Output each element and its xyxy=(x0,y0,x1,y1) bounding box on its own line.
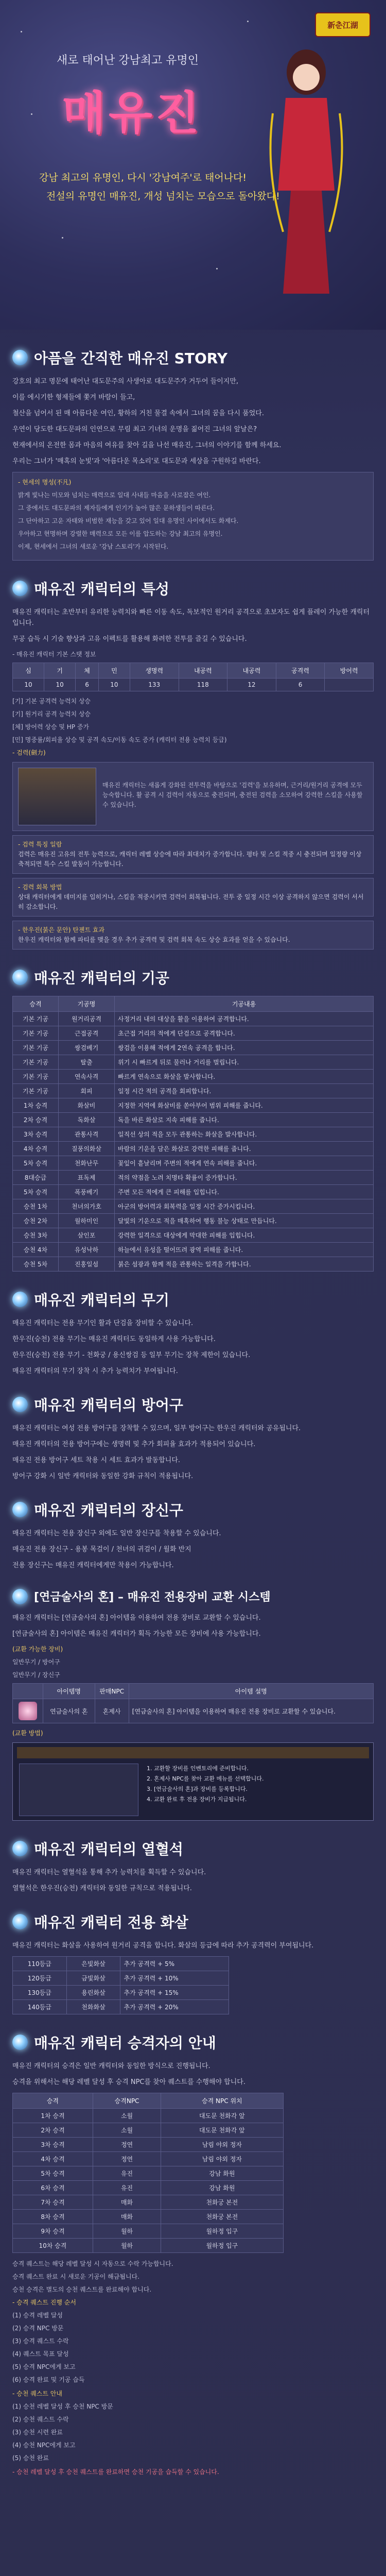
stat-note: [기] 원거리 공격 능력치 상승 xyxy=(12,710,91,718)
stat-table xyxy=(12,663,374,691)
soul-item-icon xyxy=(19,1702,37,1720)
martial-cell: 승천 3차 xyxy=(13,1228,59,1243)
ascension-item: (3) 승천 시련 완료 xyxy=(12,2429,63,2436)
exchange-step: 1. 교환할 장비를 인벤토리에 준비합니다. xyxy=(147,1765,249,1772)
martial-cell: 초근접 거리의 적에게 단검으로 공격합니다. xyxy=(115,1026,374,1041)
stat-header: 기 xyxy=(44,663,76,679)
table-row xyxy=(13,1098,374,1113)
martial-cell: 회피 xyxy=(59,1084,115,1098)
martial-cell: 기본 기공 xyxy=(13,1026,59,1041)
stone-line: 열혈석은 한우진(승천) 캐릭터와 동일한 규칙으로 적용됩니다. xyxy=(12,1885,192,1892)
promotion-list-item: (4) 퀘스트 목표 달성 xyxy=(12,2350,69,2358)
arrow-cell: 용린화살 xyxy=(66,1986,120,2000)
martial-title: 매유진 캐릭터의 기공 xyxy=(34,970,169,987)
story-extra-line: 우아하고 현명하며 강렬한 매력으로 모든 이를 압도하는 강남 최고의 유명인. xyxy=(18,530,223,537)
weapon-line: 매유진 캐릭터는 전용 무기인 활과 단검을 장비할 수 있습니다. xyxy=(12,1319,194,1327)
weapon-title: 매유진 캐릭터의 무기 xyxy=(34,1292,169,1309)
martial-cell: 화살비 xyxy=(59,1098,115,1113)
promotion-notes xyxy=(12,2259,374,2295)
martial-cell: 빠르게 연속으로 화살을 발사합니다. xyxy=(115,1070,374,1084)
accessory-line: 전용 장신구는 매유진 캐릭터에게만 착용이 가능합니다. xyxy=(12,1562,174,1569)
orb-icon xyxy=(12,581,28,596)
skill-screenshot xyxy=(18,768,96,825)
martial-cell: 폭풍베기 xyxy=(59,1185,115,1199)
martial-cell: 아군의 방어력과 회복력을 일정 시간 증가시킵니다. xyxy=(115,1199,374,1214)
promotion-cell: 남림 야외 정자 xyxy=(161,2138,283,2152)
detail-text: 검력은 매유진 고유의 전투 능력으로, 캐릭터 레벨 상승에 따라 최대치가 증가합니다. 평타 및 스킬 적중 시 충전되며 일정량 이상 축적되면 특수 스킬 발동이 가능합니다. xyxy=(18,851,362,868)
detail-block xyxy=(12,921,374,950)
arrow-table xyxy=(12,1956,229,2014)
arrow-cell: 은빛화살 xyxy=(66,1957,120,1971)
hero-tagline-1: 강남 최고의 유명인, 다시 '강남여주'로 태어나다! xyxy=(39,172,247,183)
martial-cell: 8대승급 xyxy=(13,1171,59,1185)
arrow-cell: 110등급 xyxy=(13,1957,67,1971)
table-row xyxy=(13,2000,229,2014)
exchange-cell: 연금술사의 혼 xyxy=(43,1699,95,1723)
story-paragraph: 우연이 당도한 대도문파의 인연으로 무림 최고 기녀의 운명을 짊어진 그녀의 앞날은? xyxy=(12,426,257,433)
orb-icon xyxy=(12,1841,28,1856)
stat-header: 체 xyxy=(76,663,99,679)
armor-line: 매유진 전용 방어구 세트 착용 시 세트 효과가 발동합니다. xyxy=(12,1456,181,1464)
detail-title: - 검력 특징 일람 xyxy=(18,841,62,848)
stat-value: 10 xyxy=(13,679,44,691)
skill-desc: 매유진 캐릭터는 새롭게 강화된 전투력을 바탕으로 '검력'을 보유하며, 근거리/원거리 공격에 모두 능숙합니다. 활 공격 시 검력이 자동으로 충전되며, 충전된 검력을 소모하여 강력한 스킬을 사용할 수 있습니다. xyxy=(102,781,363,808)
accessory-line: 매유진 캐릭터는 전용 장신구 외에도 일반 장신구를 착용할 수 있습니다. xyxy=(12,1530,221,1537)
exchange-window-titlebar xyxy=(17,1747,369,1758)
orb-icon xyxy=(12,1914,28,1929)
martial-table xyxy=(12,996,374,1272)
weapon-heading xyxy=(12,1289,374,1310)
promotion-cell: 소월 xyxy=(93,2109,161,2123)
martial-cell: 기본 기공 xyxy=(13,1041,59,1055)
promotion-cell: 8차 승격 xyxy=(13,2210,93,2224)
martial-cell: 사정거리 내의 대상을 활을 이용하여 공격합니다. xyxy=(115,1012,374,1026)
martial-cell: 천화난무 xyxy=(59,1156,115,1171)
orb-icon xyxy=(12,2035,28,2050)
accessory-title: 매유진 캐릭터의 장신구 xyxy=(34,1502,183,1519)
martial-cell: 쌍검을 이용해 적에게 2연속 공격을 합니다. xyxy=(115,1041,374,1055)
detail-block xyxy=(12,878,374,917)
orb-icon xyxy=(12,970,28,985)
detail-text: 한우진 캐릭터와 함께 파티를 맺을 경우 추가 공격력 및 검력 회복 속도 상승 효과를 얻을 수 있습니다. xyxy=(18,936,290,943)
promotion-cell: 월하정 입구 xyxy=(161,2239,283,2253)
stat-caption: - 매유진 캐릭터 기본 스탯 정보 xyxy=(12,651,96,658)
promotion-intro: 매유진 캐릭터의 승격은 일반 캐릭터와 동일한 방식으로 진행됩니다. xyxy=(12,2062,210,2070)
table-row xyxy=(13,1012,374,1026)
exchange-table xyxy=(12,1683,374,1723)
table-row xyxy=(13,1199,374,1214)
promotion-cell: 남림 야외 정자 xyxy=(161,2152,283,2166)
stat-header: 생명력 xyxy=(130,663,179,679)
promotion-cell: 정연 xyxy=(93,2138,161,2152)
promotion-cell: 매화 xyxy=(93,2210,161,2224)
martial-cell: 기본 기공 xyxy=(13,1070,59,1084)
traits-intro: 매유진 캐릭터는 초반부터 유리한 능력치와 빠른 이동 속도, 독보적인 원거리 공격으로 초보자도 쉽게 플레이 가능한 캐릭터입니다. xyxy=(12,608,370,627)
exchange-intro: [연금술사의 혼] 아이템은 매유진 캐릭터가 획득 가능한 모든 장비에 사용 가능합니다. xyxy=(12,1630,261,1638)
martial-header: 기공내용 xyxy=(115,996,374,1012)
promotion-list-item: (2) 승격 NPC 방문 xyxy=(12,2325,64,2332)
accessory-line: 매유진 전용 장신구 - 용봉 목걸이 / 천녀의 귀걸이 / 월화 반지 xyxy=(12,1546,191,1553)
armor-line: 매유진 캐릭터의 전용 방어구에는 생명력 및 추가 회피율 효과가 적용되어 있습니다. xyxy=(12,1440,256,1448)
exchange-step: 4. 교환 완료 후 전용 장비가 지급됩니다. xyxy=(147,1796,247,1803)
stat-value: 10 xyxy=(44,679,76,691)
stat-header: 공격력 xyxy=(276,663,325,679)
exchange-step: 3. [연금술사의 혼]과 장비를 등록합니다. xyxy=(147,1786,248,1792)
promotion-cell: 강남 화원 xyxy=(161,2166,283,2181)
table-row xyxy=(13,2181,284,2195)
martial-cell: 3차 승격 xyxy=(13,1127,59,1142)
story-extra xyxy=(12,472,374,561)
promotion-cell: 대도문 천화각 앞 xyxy=(161,2123,283,2138)
promotion-cell: 3차 승격 xyxy=(13,2138,93,2152)
martial-cell: 독을 바른 화살로 지속 피해를 줍니다. xyxy=(115,1113,374,1127)
table-row xyxy=(13,1127,374,1142)
table-row xyxy=(13,1699,374,1723)
stone-heading xyxy=(12,1838,374,1859)
martial-cell: 1차 승격 xyxy=(13,1098,59,1113)
stone-title: 매유진 캐릭터의 열혈석 xyxy=(34,1841,183,1858)
table-row xyxy=(13,2138,284,2152)
promotion-cell: 천화궁 본전 xyxy=(161,2195,283,2210)
martial-cell: 주변 모든 적에게 큰 피해를 입힙니다. xyxy=(115,1185,374,1199)
promotion-cell: 월하정 입구 xyxy=(161,2224,283,2239)
martial-cell: 위기 시 빠르게 뒤로 물러나 거리를 벌립니다. xyxy=(115,1055,374,1070)
table-row xyxy=(13,1214,374,1228)
story-extra-line: 밝게 빛나는 미모와 넘치는 매력으로 일대 사내들 마음을 사로잡은 여인. xyxy=(18,492,211,499)
promotion-intro: 승격을 위해서는 해당 레벨 달성 후 승격 NPC를 찾아 퀘스트를 수행해야 합니다. xyxy=(12,2078,245,2086)
exchange-screenshot xyxy=(12,1742,374,1821)
promotion-cell: 9차 승격 xyxy=(13,2224,93,2239)
martial-cell: 꽃잎이 흩날리며 주변의 적에게 연속 피해를 줍니다. xyxy=(115,1156,374,1171)
story-extra-line: 그 단아하고 고운 자태와 비범한 재능을 갖고 있어 일대 유명인 사이에서도 화제다. xyxy=(18,517,239,524)
martial-cell: 일직선 상의 적을 모두 관통하는 화살을 발사합니다. xyxy=(115,1127,374,1142)
exchange-title: [연금술사의 혼] – 매유진 전용장비 교환 시스템 xyxy=(34,1591,271,1604)
exchange-window-list xyxy=(19,1764,138,1816)
stat-value xyxy=(325,679,374,691)
promotion-cell: 소월 xyxy=(93,2123,161,2138)
table-row xyxy=(13,2109,284,2123)
table-row xyxy=(13,1228,374,1243)
table-row xyxy=(13,2210,284,2224)
arrow-cell: 추가 공격력 + 10% xyxy=(120,1971,229,1986)
martial-cell: 살인포 xyxy=(59,1228,115,1243)
table-row xyxy=(13,2166,284,2181)
promotion-cell: 월하 xyxy=(93,2224,161,2239)
promotion-note: 승격 퀘스트 완료 시 새로운 기공이 해금됩니다. xyxy=(12,2273,139,2280)
promotion-cell: 매화 xyxy=(93,2195,161,2210)
table-row xyxy=(13,2123,284,2138)
game-logo: 新춘江湖 xyxy=(315,12,371,37)
table-row xyxy=(13,1070,374,1084)
exchange-guide-line: 일반무기 / 장신구 xyxy=(12,1671,60,1679)
martial-cell: 기본 기공 xyxy=(13,1055,59,1070)
martial-cell: 관통사격 xyxy=(59,1127,115,1142)
martial-cell: 쌍검베기 xyxy=(59,1041,115,1055)
exchange-header: 아이템명 xyxy=(43,1684,95,1699)
arrow-cell: 천화화살 xyxy=(66,2000,120,2014)
ascension-item: (4) 승천 NPC에게 보고 xyxy=(12,2442,76,2449)
table-row xyxy=(13,1055,374,1070)
stat-header: 내공력 xyxy=(179,663,227,679)
martial-header: 승격 xyxy=(13,996,59,1012)
table-row xyxy=(13,1957,229,1971)
arrow-cell: 140등급 xyxy=(13,2000,67,2014)
skill-label: - 검력(劍力) xyxy=(12,749,46,756)
promotion-cell: 정연 xyxy=(93,2152,161,2166)
promotion-list-item: (3) 승격 퀘스트 수락 xyxy=(12,2337,69,2345)
promotion-table xyxy=(12,2093,284,2253)
martial-cell: 독화살 xyxy=(59,1113,115,1127)
stat-value: 6 xyxy=(76,679,99,691)
story-paragraph: 현재에서의 온전한 몸과 마음의 여유를 찾아 길을 나선 매유진, 그녀의 이야기를 함께 하세요. xyxy=(12,442,282,449)
orb-icon xyxy=(12,1502,28,1517)
martial-cell: 기본 기공 xyxy=(13,1012,59,1026)
hero-banner xyxy=(0,0,386,330)
story-paragraph: 이를 에시기한 형제들에 쫓겨 바람이 들고, xyxy=(12,394,135,401)
arrow-title: 매유진 캐릭터 전용 화살 xyxy=(34,1914,188,1931)
stat-value: 10 xyxy=(98,679,130,691)
ascension-item: (1) 승천 레벨 달성 후 승천 NPC 방문 xyxy=(12,2403,113,2410)
table-row xyxy=(13,1084,374,1098)
stat-value: 6 xyxy=(276,679,325,691)
table-row xyxy=(13,1257,374,1272)
table-row xyxy=(13,1113,374,1127)
story-extra-line: 이제, 현세에서 그녀의 새로운 '강남 스토리'가 시작된다. xyxy=(18,543,169,550)
promotion-note: 승격 퀘스트는 해당 레벨 달성 시 자동으로 수락 가능합니다. xyxy=(12,2260,173,2267)
promotion-cell: 2차 승격 xyxy=(13,2123,93,2138)
martial-cell: 기본 기공 xyxy=(13,1084,59,1098)
stat-header: 심 xyxy=(13,663,44,679)
promotion-list-item: (1) 승격 레벨 달성 xyxy=(12,2312,63,2319)
table-row xyxy=(13,1041,374,1055)
exchange-steps xyxy=(147,1764,367,1805)
table-row xyxy=(13,1971,229,1986)
promotion-cell: 월하 xyxy=(93,2239,161,2253)
table-row xyxy=(13,1243,374,1257)
table-row xyxy=(13,1185,374,1199)
promotion-cell: 유진 xyxy=(93,2181,161,2195)
stat-note: [민] 명중률/회피율 상승 및 공격 속도/이동 속도 증가 (캐릭터 전용 능력치 등급) xyxy=(12,736,227,743)
armor-title: 매유진 캐릭터의 방어구 xyxy=(34,1397,183,1414)
exchange-guide-line: 일반무기 / 방어구 xyxy=(12,1658,60,1666)
martial-cell: 원거리공격 xyxy=(59,1012,115,1026)
promotion-list-label: - 승격 퀘스트 진행 순서 xyxy=(12,2299,76,2306)
skill-panel xyxy=(12,762,374,831)
stat-note: [기] 기본 공격력 능력치 상승 xyxy=(12,698,91,705)
promotion-list-item: (6) 승격 완료 및 기공 습득 xyxy=(12,2376,85,2383)
promotion-heading xyxy=(12,2032,374,2053)
table-row xyxy=(13,1986,229,2000)
stat-value: 118 xyxy=(179,679,227,691)
detail-text: 상대 캐릭터에게 데미지를 입히거나, 스킬을 적중시키면 검력이 회복됩니다. 전투 중 일정 시간 이상 공격하지 않으면 검력이 서서히 감소합니다. xyxy=(18,893,364,910)
orb-icon xyxy=(12,1397,28,1412)
arrow-cell: 130등급 xyxy=(13,1986,67,2000)
martial-cell: 달빛의 기운으로 적을 매혹하여 행동 불능 상태로 만듭니다. xyxy=(115,1214,374,1228)
stat-header: 내공력 xyxy=(227,663,276,679)
stat-value: 133 xyxy=(130,679,179,691)
martial-cell: 승천 4차 xyxy=(13,1243,59,1257)
promotion-cell: 강남 화원 xyxy=(161,2181,283,2195)
ascension-label: - 승천 퀘스트 안내 xyxy=(12,2390,62,2397)
story-paragraph: 철산을 넘어서 된 매 아름다운 여인, 황하의 거친 물결 속에서 그녀의 꿈을 다시 품었다. xyxy=(12,410,264,417)
martial-cell: 승천 5차 xyxy=(13,1257,59,1272)
story-extra-line: - 현세의 명성(不凡) xyxy=(18,479,72,486)
martial-cell: 유성낙하 xyxy=(59,1243,115,1257)
table-row xyxy=(13,1156,374,1171)
stat-header: 방어력 xyxy=(325,663,374,679)
exchange-icon-cell xyxy=(13,1699,43,1723)
martial-cell: 붉은 섬광과 함께 적을 관통하는 일격을 가합니다. xyxy=(115,1257,374,1272)
arrow-cell: 금빛화살 xyxy=(66,1971,120,1986)
story-heading xyxy=(12,347,374,368)
weapon-line: 한우진(승천) 전용 무기 - 천화궁 / 용신쌍검 등 일부 무기는 장착 제한이 있습니다. xyxy=(12,1351,251,1359)
table-row xyxy=(13,2195,284,2210)
martial-cell: 승천 1차 xyxy=(13,1199,59,1214)
exchange-guide-label: (교환 가능한 장비) xyxy=(12,1646,63,1653)
stat-header: 민 xyxy=(98,663,130,679)
table-row xyxy=(13,1026,374,1041)
martial-cell: 질풍의화살 xyxy=(59,1142,115,1156)
stat-notes xyxy=(12,697,374,745)
martial-header: 기공명 xyxy=(59,996,115,1012)
martial-cell: 연속사격 xyxy=(59,1070,115,1084)
armor-line: 방어구 강화 시 일반 캐릭터와 동일한 강화 규칙이 적용됩니다. xyxy=(12,1472,194,1480)
traits-heading xyxy=(12,578,374,599)
exchange-intro: 매유진 캐릭터는 [연금술사의 혼] 아이템을 이용하여 전용 장비로 교환할 수 있습니다. xyxy=(12,1614,261,1622)
martial-cell: 5차 승격 xyxy=(13,1156,59,1171)
arrow-cell: 추가 공격력 + 15% xyxy=(120,1986,229,2000)
promotion-cell: 7차 승격 xyxy=(13,2195,93,2210)
promotion-footer: - 승천 레벨 달성 후 승천 퀘스트를 완료하면 승천 기공을 습득할 수 있습니다. xyxy=(12,2468,219,2476)
promotion-cell: 5차 승격 xyxy=(13,2166,93,2181)
martial-cell: 근접공격 xyxy=(59,1026,115,1041)
promotion-cell: 4차 승격 xyxy=(13,2152,93,2166)
hero-tagline-2: 전설의 유명인 매유진, 개성 넘치는 모습으로 돌아왔다! xyxy=(46,191,280,202)
hero-character-name: 매유진 xyxy=(62,86,203,140)
promotion-cell: 1차 승격 xyxy=(13,2109,93,2123)
martial-cell: 적의 약점을 노려 치명타 확률이 증가합니다. xyxy=(115,1171,374,1185)
martial-cell: 5차 승격 xyxy=(13,1185,59,1199)
arrow-cell: 추가 공격력 + 5% xyxy=(120,1957,229,1971)
promotion-header: 승격 NPC 위치 xyxy=(161,2093,283,2109)
stat-value: 12 xyxy=(227,679,276,691)
arrow-intro: 매유진 캐릭터는 화살을 사용하여 원거리 공격을 합니다. 화살의 등급에 따라 추가 공격력이 부여됩니다. xyxy=(12,1942,314,1950)
martial-cell: 2차 승격 xyxy=(13,1113,59,1127)
martial-cell: 4차 승격 xyxy=(13,1142,59,1156)
table-row xyxy=(13,2239,284,2253)
promotion-title: 매유진 캐릭터 승격자의 안내 xyxy=(34,2035,216,2052)
story-extra-line: 그 중에서도 대도문파의 제자들에게 인기가 높아 많은 문하생들이 따른다. xyxy=(18,504,215,512)
weapon-line: 매유진 캐릭터의 무기 장착 시 추가 능력치가 부여됩니다. xyxy=(12,1367,178,1375)
story-paragraph: 강호의 최고 명문에 태어난 대도문주의 사생아로 대도문주가 거두어 들이지만, xyxy=(12,378,239,385)
exchange-header xyxy=(13,1684,43,1699)
story-paragraph: 우리는 그녀가 '매혹의 눈빛'과 '아름다운 목소리'로 대도문과 세상을 구원하길 바란다. xyxy=(12,457,261,465)
martial-cell: 탈출 xyxy=(59,1055,115,1070)
martial-cell: 승천 2차 xyxy=(13,1214,59,1228)
exchange-howto-label: (교환 방법) xyxy=(12,1730,43,1737)
promotion-list-item: (5) 승격 NPC에게 보고 xyxy=(12,2363,76,2370)
martial-cell: 강력한 일격으로 대상에게 막대한 피해를 입힙니다. xyxy=(115,1228,374,1243)
martial-cell: 하늘에서 유성을 떨어뜨려 광역 피해를 줍니다. xyxy=(115,1243,374,1257)
armor-heading xyxy=(12,1394,374,1415)
armor-line: 매유진 캐릭터는 여성 전용 방어구를 장착할 수 있으며, 일부 방어구는 한우진 캐릭터와 공유됩니다. xyxy=(12,1425,301,1432)
martial-cell: 바람의 기운을 담은 화살로 강력한 피해를 줍니다. xyxy=(115,1142,374,1156)
accessory-heading xyxy=(12,1499,374,1520)
ascension-item: (5) 승천 완료 xyxy=(12,2454,49,2462)
table-row xyxy=(13,1171,374,1185)
promotion-header: 승격 xyxy=(13,2093,93,2109)
promotion-cell: 6차 승격 xyxy=(13,2181,93,2195)
traits-title: 매유진 캐릭터의 특성 xyxy=(34,581,169,598)
detail-block xyxy=(12,835,374,874)
arrow-cell: 추가 공격력 + 20% xyxy=(120,2000,229,2014)
martial-cell: 일정 시간 적의 공격을 회피합니다. xyxy=(115,1084,374,1098)
ascension-item: (2) 승천 퀘스트 수락 xyxy=(12,2416,69,2423)
martial-cell: 지정한 지역에 화살비를 쏟아부어 범위 피해를 줍니다. xyxy=(115,1098,374,1113)
exchange-cell: 혼제사 xyxy=(95,1699,129,1723)
promotion-cell: 천화궁 본전 xyxy=(161,2210,283,2224)
arrow-cell: 120등급 xyxy=(13,1971,67,1986)
exchange-heading xyxy=(12,1588,374,1604)
traits-intro: 무공 습득 시 기술 향상과 고유 이펙트를 활용해 화려한 전투를 즐길 수 있습니다. xyxy=(12,635,247,643)
table-row xyxy=(13,2224,284,2239)
promotion-cell: 10차 승격 xyxy=(13,2239,93,2253)
promotion-cell: 유진 xyxy=(93,2166,161,2181)
exchange-cell: [연금술사의 혼] 아이템을 이용하여 매유진 전용 장비로 교환할 수 있습니다. xyxy=(129,1699,373,1723)
martial-cell: 천녀의가호 xyxy=(59,1199,115,1214)
character-illustration xyxy=(262,36,350,304)
table-row xyxy=(13,2152,284,2166)
weapon-line: 한우진(승천) 전용 무기는 매유진 캐릭터도 동일하게 사용 가능합니다. xyxy=(12,1335,216,1343)
exchange-header: 아이템 설명 xyxy=(129,1684,373,1699)
promotion-header: 승격NPC xyxy=(93,2093,161,2109)
orb-icon xyxy=(12,350,28,365)
hero-tagline-top: 새로 태어난 강남최고 유명인 xyxy=(57,54,199,67)
martial-cell: 진홍일섬 xyxy=(59,1257,115,1272)
stat-note: [체] 방어력 상승 및 HP 증가 xyxy=(12,723,90,731)
exchange-header: 판매NPC xyxy=(95,1684,129,1699)
orb-icon xyxy=(12,1589,28,1604)
martial-heading xyxy=(12,967,374,988)
promotion-note: 승천 승격은 별도의 승천 퀘스트를 완료해야 합니다. xyxy=(12,2286,152,2293)
martial-cell: 월하미인 xyxy=(59,1214,115,1228)
exchange-step: 2. 혼제사 NPC를 찾아 교환 메뉴를 선택합니다. xyxy=(147,1775,264,1782)
detail-title: - 검력 회복 방법 xyxy=(18,884,62,891)
martial-cell: 표독제 xyxy=(59,1171,115,1185)
stone-line: 매유진 캐릭터는 열혈석을 통해 추가 능력치를 획득할 수 있습니다. xyxy=(12,1869,206,1876)
promotion-cell: 대도문 천화각 앞 xyxy=(161,2109,283,2123)
story-title: 아픔을 간직한 매유진 STORY xyxy=(34,350,228,367)
table-row xyxy=(13,1142,374,1156)
orb-icon xyxy=(12,1292,28,1307)
detail-title: - 한우진(붉은 문안) 탄젠트 효과 xyxy=(18,926,105,934)
arrow-heading xyxy=(12,1911,374,1932)
